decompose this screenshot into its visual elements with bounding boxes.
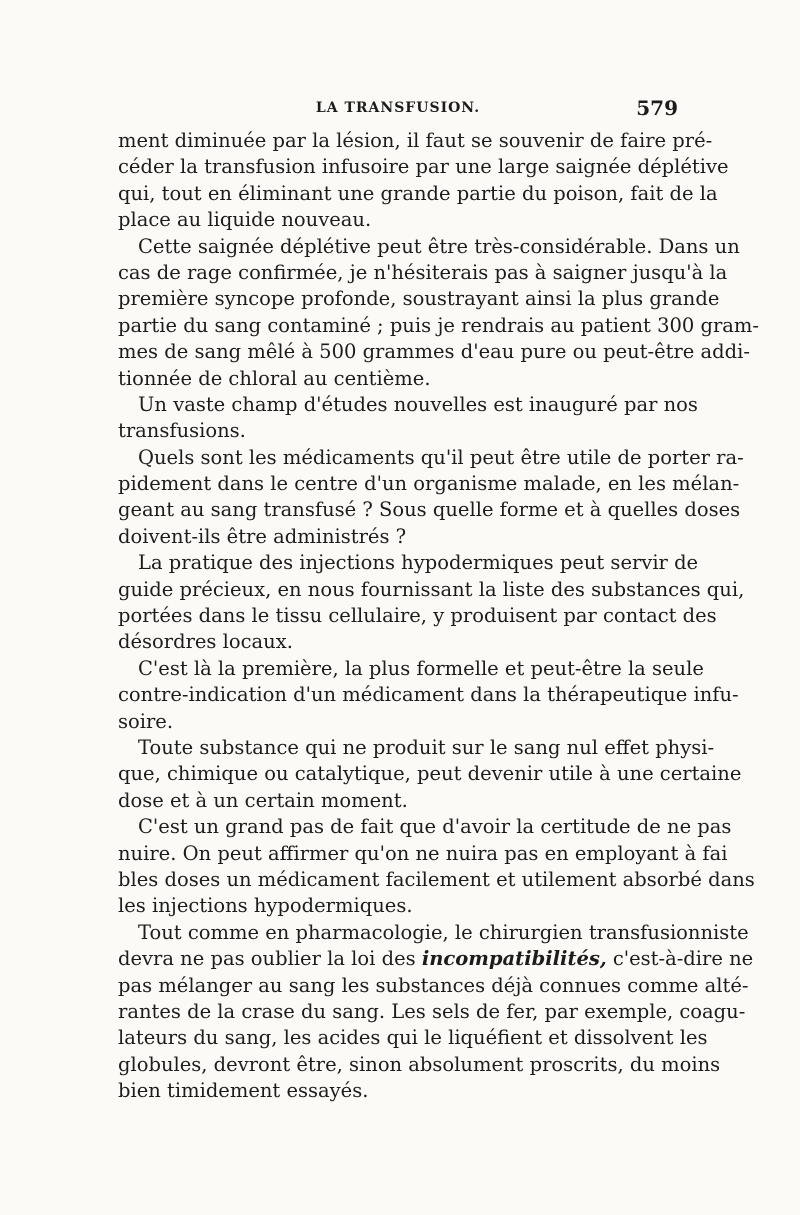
paragraph-start-line: C'est un grand pas de fait que d'avoir la certitude de ne pas [138,815,732,839]
text-line: que, chimique ou catalytique, peut devenir utile à une certaine [118,762,742,786]
text-line: mes de sang mêlé à 500 grammes d'eau pure ou peut-être addi- [118,340,750,364]
text-line: première syncope profonde, soustrayant ainsi la plus grande [118,287,720,311]
paragraph-start-line: C'est là la première, la plus formelle et peut-être la seule [138,656,704,680]
text-line: céder la transfusion infusoire par une large saignée déplétive [118,155,729,179]
text-line: partie du sang contaminé ; puis je rendrais au patient 300 gram- [118,313,760,337]
paragraph-start-line: Tout comme en pharmacologie, le chirurgien transfusionniste [138,920,749,944]
text-line: geant au sang transfusé ? Sous quelle forme et à quelles doses [118,498,741,522]
text-line: les injections hypodermiques. [118,894,413,918]
text-line: contre-indication d'un médicament dans la thérapeutique infu- [118,683,739,707]
line-text-before: devra ne pas oublier la loi des [118,947,422,971]
text-line: qui, tout en éliminant une grande partie du poison, fait de la [118,181,718,205]
paragraph-start-line: Toute substance qui ne produit sur le sang nul effet physi- [138,735,715,759]
text-line: pidement dans le centre d'un organisme malade, en les mélan- [118,472,740,496]
text-line: guide précieux, en nous fournissant la liste des substances qui, [118,577,745,601]
running-title: LA TRANSFUSION. [315,100,481,116]
text-line: bles doses un médicament facilement et utilement absorbé dans [118,867,755,891]
text-line-with-emphasis [118,946,754,972]
text-line: rantes de la crase du sang. Les sels de fer, par exemple, coagu- [118,999,746,1023]
text-line: désordres locaux. [118,630,293,654]
page-number: 579 [636,96,678,120]
paragraph-start-line: Cette saignée déplétive peut être très-considérable. Dans un [138,234,740,258]
text-line: lateurs du sang, les acides qui le liquéfient et dissolvent les [118,1026,708,1050]
body-text [118,128,760,1104]
paragraph-start-line: Un vaste champ d'études nouvelles est inauguré par nos [138,392,698,416]
running-head [118,96,678,120]
text-line: place au liquide nouveau. [118,208,372,232]
text-line: transfusions. [118,419,246,443]
text-line: cas de rage confirmée, je n'hésiterais pas à saigner jusqu'à la [118,260,728,284]
text-line: ment diminuée par la lésion, il faut se souvenir de faire pré- [118,129,713,152]
line-text-after: c'est-à-dire ne [606,947,754,971]
text-line: nuire. On peut affirmer qu'on ne nuira pas en employant à fai [118,841,728,865]
paragraph-start-line: La pratique des injections hypodermiques peut servir de [138,551,699,575]
text-line: doivent-ils être administrés ? [118,524,407,548]
text-line: bien timidement essayés. [118,1079,369,1103]
text-line: portées dans le tissu cellulaire, y produisent par contact des [118,604,717,628]
text-line: tionnée de chloral au centième. [118,366,431,390]
emphasized-term: incompatibilités, [421,947,607,971]
text-line: pas mélanger au sang les substances déjà connues comme alté- [118,973,749,997]
text-line: soire. [118,709,174,733]
paragraph-start-line: Quels sont les médicaments qu'il peut être utile de porter ra- [138,445,744,469]
text-line: dose et à un certain moment. [118,788,408,812]
text-line: globules, devront être, sinon absolument proscrits, du moins [118,1052,721,1076]
